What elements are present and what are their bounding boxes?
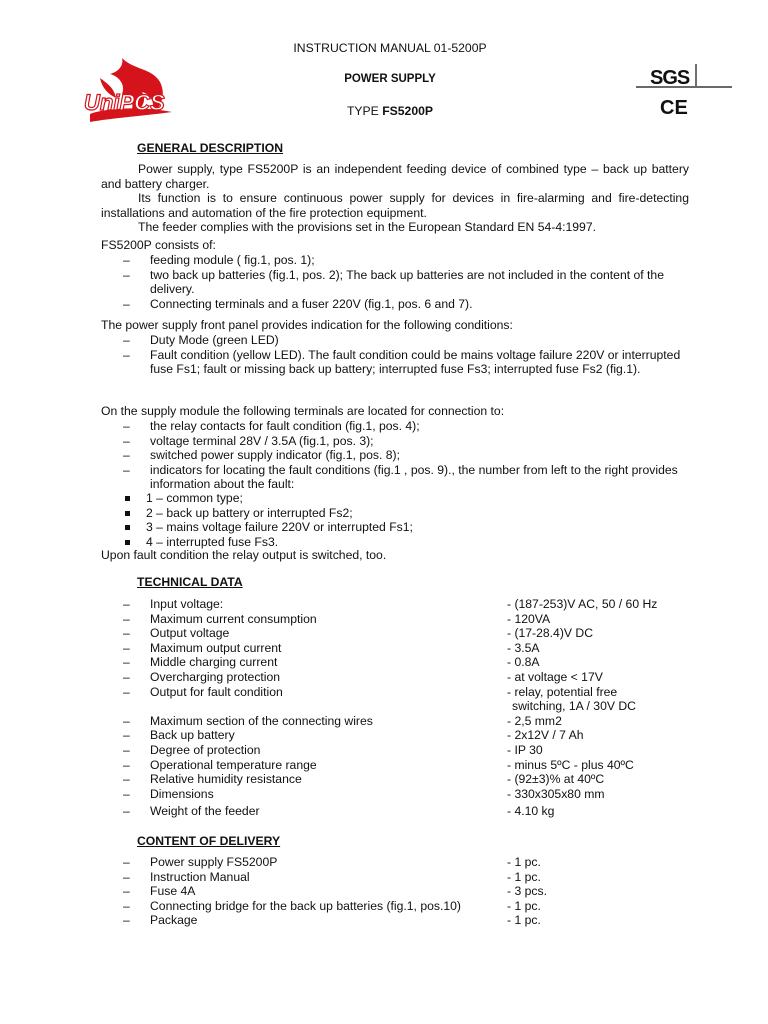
list-item: 2 – back up battery or interrupted Fs2;: [101, 506, 701, 521]
list-item: – indicators for locating the fault conditions (fig.1 , pos. 9)., the number from left to the right provides information about the fault:: [101, 463, 681, 492]
delivery-item: Instruction Manual: [150, 869, 250, 884]
delivery-qty: - 1 pc.: [507, 898, 541, 913]
delivery-qty: - 1 pc.: [507, 855, 541, 869]
list-item: – Fault condition (yellow LED). The fault condition could be mains voltage failure 220V or interrupted fuse Fs1; fault or missing back up battery; interrupted fuse Fs3; interrupted fuse Fs2 (fig.1).: [101, 348, 691, 377]
delivery-table: [101, 855, 701, 928]
consists-list: [101, 253, 691, 311]
spec-value: - 330x305x80 mm: [507, 786, 605, 801]
table-row: – Maximum current consumption - 120VA: [101, 612, 701, 627]
spec-name: Back up battery: [150, 728, 235, 743]
spec-name: Relative humidity resistance: [150, 772, 302, 787]
spec-value: - (17-28.4)V DC: [507, 626, 594, 641]
list-item: – the relay contacts for fault condition (fig.1, pos. 4);: [101, 419, 681, 434]
list-item: – two back up batteries (fig.1, pos. 2); The back up batteries are not included in the content of the delivery.: [101, 268, 691, 297]
delivery-item: Package: [150, 913, 198, 928]
general-description: [101, 162, 689, 235]
table-row: – Weight of the feeder - 4.10 kg: [101, 801, 701, 819]
spec-name: Maximum section of the connecting wires: [150, 713, 373, 728]
delivery-qty: - 1 pc.: [507, 869, 541, 884]
table-row: – Output voltage - (17-28.4)V DC: [101, 626, 701, 641]
manual-title: INSTRUCTION MANUAL 01-5200P: [293, 41, 487, 55]
table-row: – Relative humidity resistance - (92±3)% at 40ºC: [101, 772, 701, 787]
list-item: – Duty Mode (green LED): [101, 333, 691, 348]
list-item: 1 – common type;: [101, 491, 701, 506]
svg-text:UniPCS: UniPCS: [84, 90, 165, 115]
spec-value: - (187-253)V AC, 50 / 60 Hz: [507, 597, 658, 611]
unipcs-logo: [82, 54, 174, 130]
technical-table: [101, 597, 701, 819]
svg-text:SGS: SGS: [650, 67, 690, 89]
list-item: 3 – mains voltage failure 220V or interrupted Fs1;: [101, 520, 701, 535]
table-row: – Operational temperature range - minus 5ºC - plus 40ºC: [101, 758, 701, 773]
delivery-qty: - 1 pc.: [507, 913, 541, 928]
spec-name: Weight of the feeder: [150, 804, 260, 819]
spec-value: [507, 685, 701, 714]
spec-value: - 2x12V / 7 Ah: [507, 728, 584, 743]
list-item: – Connecting terminals and a fuser 220V (fig.1, pos. 6 and 7).: [101, 297, 691, 312]
spec-value: - 0.8A: [507, 655, 540, 670]
list-item: 4 – interrupted fuse Fs3.: [101, 535, 701, 550]
spec-name: Output voltage: [150, 626, 230, 641]
spec-name: Operational temperature range: [150, 757, 317, 772]
spec-value: - (92±3)% at 40ºC: [507, 772, 605, 787]
spec-value: - 3.5A: [507, 640, 540, 655]
product-title: POWER SUPPLY: [344, 73, 436, 85]
spec-name: Middle charging current: [150, 655, 278, 670]
spec-name: Maximum current consumption: [150, 611, 317, 626]
table-row: – Package - 1 pc.: [101, 913, 701, 928]
svg-text:CE: CE: [660, 97, 688, 119]
delivery-item: Power supply FS5200P: [150, 855, 278, 869]
table-row: – Dimensions - 330x305x80 mm: [101, 787, 701, 802]
spec-value: - 120VA: [507, 611, 551, 626]
table-row: – Maximum output current - 3.5A: [101, 641, 701, 656]
table-row: – Degree of protection - IP 30: [101, 743, 701, 758]
table-row: – Input voltage: - (187-253)V AC, 50 / 60 Hz: [101, 597, 701, 612]
delivery-heading: CONTENT OF DELIVERY: [137, 834, 281, 848]
table-row: – Back up battery - 2x12V / 7 Ah: [101, 728, 701, 743]
table-row: – Overcharging protection - at voltage < 17V: [101, 670, 701, 685]
terminals-list: [101, 419, 681, 492]
terminals-closing: Upon fault condition the relay output is switched, too.: [101, 548, 387, 562]
general-p1: Power supply, type FS5200P is an independent feeding device of combined type – back up battery and battery charger.: [101, 162, 689, 191]
list-item: – voltage terminal 28V / 3.5A (fig.1, pos. 3);: [101, 434, 681, 449]
spec-name: Maximum output current: [150, 640, 282, 655]
table-row: – Connecting bridge for the back up batteries (fig.1, pos.10) - 1 pc.: [101, 899, 701, 914]
spec-value-line2: switching, 1A / 30V DC: [512, 699, 636, 714]
spec-value: - at voltage < 17V: [507, 669, 603, 684]
table-row: – Middle charging current - 0.8A: [101, 655, 701, 670]
fault-code-list: [101, 491, 701, 549]
technical-heading: TECHNICAL DATA: [137, 575, 243, 589]
spec-value-line1: - relay, potential free: [507, 684, 618, 699]
table-row: – Maximum section of the connecting wires - 2,5 mm2: [101, 714, 701, 729]
type-code: FS5200P: [382, 104, 434, 118]
consists-intro: FS5200P consists of:: [101, 238, 216, 252]
general-heading: GENERAL DESCRIPTION: [137, 141, 284, 155]
spec-value: - minus 5ºC - plus 40ºC: [507, 757, 634, 772]
general-p3: The feeder complies with the provisions set in the European Standard EN 54-4:1997.: [138, 220, 596, 235]
table-row: – Fuse 4A - 3 pcs.: [101, 884, 701, 899]
type-prefix: TYPE: [346, 104, 383, 118]
spec-value: - IP 30: [507, 742, 543, 757]
indication-intro: The power supply front panel provides indication for the following conditions:: [101, 318, 513, 332]
spec-name: Overcharging protection: [150, 669, 281, 684]
spec-name: Output for fault condition: [150, 684, 283, 699]
spec-name: Degree of protection: [150, 742, 261, 757]
spec-value: - 2,5 mm2: [507, 713, 562, 728]
general-p2: Its function is to ensure continuous power supply for devices in fire-alarming and fire-detecting installations and automation of the fire protection equipment.: [101, 191, 689, 220]
table-row: – Power supply FS5200P - 1 pc.: [101, 855, 701, 870]
delivery-qty: - 3 pcs.: [507, 884, 547, 899]
spec-name: Input voltage:: [150, 597, 224, 611]
delivery-item: Connecting bridge for the back up batteries (fig.1, pos.10): [150, 898, 461, 913]
delivery-item: Fuse 4A: [150, 884, 196, 899]
list-item: – switched power supply indicator (fig.1, pos. 8);: [101, 448, 681, 463]
terminals-intro: On the supply module the following terminals are located for connection to:: [101, 404, 505, 418]
table-row: – Instruction Manual - 1 pc.: [101, 870, 701, 885]
type-line: [0, 104, 768, 119]
indication-list: [101, 333, 691, 377]
spec-value: - 4.10 kg: [507, 804, 555, 819]
spec-name: Dimensions: [150, 786, 214, 801]
table-row: – Output for fault condition - relay, potential free switching, 1A / 30V DC: [101, 685, 701, 714]
list-item: – feeding module ( fig.1, pos. 1);: [101, 253, 691, 268]
